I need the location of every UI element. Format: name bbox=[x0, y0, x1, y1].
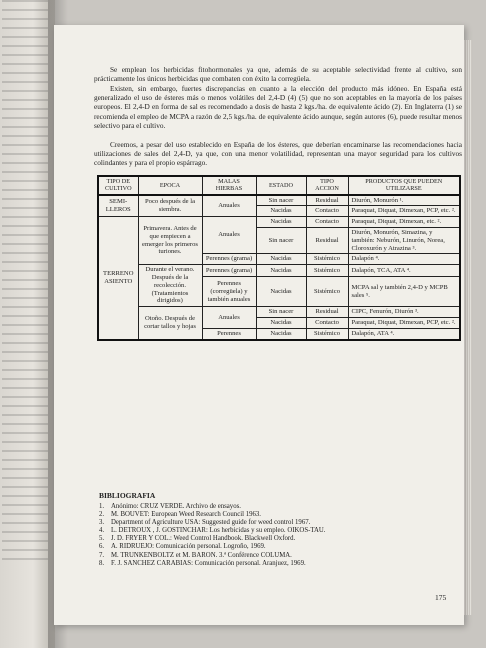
header-malas-hierbas: MALAS HIERBAS bbox=[202, 176, 256, 195]
list-item bbox=[99, 543, 459, 551]
cell-estado: Nacidas bbox=[256, 217, 306, 228]
cell-accion: Contacto bbox=[306, 217, 348, 228]
cell-productos: Diurón, Monurón ¹. bbox=[348, 195, 460, 206]
item-number: 5. bbox=[99, 535, 105, 543]
item-text: J. D. FRYER Y COL.: Weed Control Handbook. Blackwell Oxford. bbox=[111, 535, 296, 543]
cell-accion: Residual bbox=[306, 307, 348, 318]
table-row bbox=[98, 307, 460, 318]
cell-malas-hierbas: Perennes bbox=[202, 328, 256, 339]
cell-accion: Residual bbox=[306, 195, 348, 206]
cell-accion: Sistémico bbox=[306, 277, 348, 307]
facing-page bbox=[0, 0, 55, 648]
item-text: M. BOUVET: European Weed Research Council 1963. bbox=[111, 511, 261, 519]
cell-productos: Diurón, Monurón, Simazina, y también: Neburón, Linurón, Norea, Cloroxurón y Atrazina ³. bbox=[348, 227, 460, 253]
paragraph-3: Creemos, a pesar del uso establecido en España de los ésteres, que deberían encaminarse las recomendaciones hacia utilizaciones de sales del 2,4-D, ya que, con una menor volatilidad, representan una mayor seguridad para los cultivos colindantes y para el propio espárrago. bbox=[94, 140, 462, 168]
paragraph-1: Se emplean los herbicidas fitohormonales ya que, además de su aceptable selectividad frente al cultivo, son prácticamente los únicos herbicidas que combaten con éxito la corregüela. bbox=[94, 65, 462, 84]
cell-estado: Nacidas bbox=[256, 206, 306, 217]
cell-malas-hierbas: Anuales bbox=[202, 217, 256, 254]
cell-productos: MCPA sal y también 2,4-D y MCPB sales ⁵. bbox=[348, 277, 460, 307]
item-text: M. TRUNKENBOLTZ et M. BARON. 3.ª Conférence COLUMA. bbox=[111, 551, 292, 559]
list-item bbox=[99, 503, 459, 511]
item-text: L. DETROUX , J. GOSTINCHAR: Los herbicidas y su empleo. OIKOS-TAU. bbox=[111, 527, 326, 535]
cell-estado: Nacidas bbox=[256, 277, 306, 307]
cell-malas-hierbas: Perennes (corregüela) y también anuales bbox=[202, 277, 256, 307]
header-epoca: EPOCA bbox=[138, 176, 202, 195]
list-item bbox=[99, 519, 459, 527]
cell-estado: Nacidas bbox=[256, 328, 306, 339]
cell-epoca: Poco después de la siembra. bbox=[138, 195, 202, 217]
book-page bbox=[54, 25, 464, 625]
cell-productos: Paraquat, Diquat, Dimexan, PCP, etc. ². bbox=[348, 206, 460, 217]
item-text: Anónimo: CRUZ VERDE. Archivo de ensayos. bbox=[111, 503, 241, 510]
cell-epoca: Primavera. Antes de que empiecen a emerger los primeros turiones. bbox=[138, 217, 202, 265]
item-number: 6. bbox=[99, 543, 105, 551]
cell-accion: Sistémico bbox=[306, 328, 348, 339]
cell-productos: Paraquat, Diquat, Dimexan, PCP, etc. ². bbox=[348, 317, 460, 328]
list-item bbox=[99, 560, 459, 568]
list-item bbox=[99, 552, 459, 560]
paragraph-2: Existen, sin embargo, fuertes discrepancias en cuanto a la elección del producto más idóneo. En España está generalizado el uso de ésteres más o menos volátiles del 2,4-D (4) (5) que no son aceptables en la mayoría de los países europeos. El 2,4-D en forma de sal es recomendado a dosis de hasta 2 kgs./ha. de equivalente ácido (2). En Inglaterra (1) se recomienda el empleo de MCPA a razón de 2,5 kgs./ha. de equivalente ácido aunque, según autores (6), puede resultar menos selectivo para el cultivo. bbox=[94, 84, 462, 130]
table-row bbox=[98, 195, 460, 206]
cell-estado: Sin nacer bbox=[256, 227, 306, 253]
facing-page-text bbox=[2, 0, 48, 560]
item-text: F. J. SANCHEZ CARABIAS: Comunicación personal. Aranjuez, 1969. bbox=[111, 559, 306, 567]
list-item bbox=[99, 527, 459, 535]
table-row bbox=[98, 265, 460, 277]
cell-estado: Nacidas bbox=[256, 265, 306, 277]
cell-estado: Sin nacer bbox=[256, 307, 306, 318]
cell-accion: Sistémico bbox=[306, 265, 348, 277]
item-number: 1. bbox=[99, 503, 105, 510]
list-item bbox=[99, 511, 459, 519]
header-productos: PRODUCTOS QUE PUEDEN UTILIZARSE bbox=[348, 176, 460, 195]
cell-accion: Contacto bbox=[306, 206, 348, 217]
header-tipo-accion: TIPO ACCION bbox=[306, 176, 348, 195]
table-row bbox=[98, 217, 460, 228]
cell-malas-hierbas: Perennes (grama) bbox=[202, 254, 256, 265]
item-number: 4. bbox=[99, 527, 105, 535]
header-tipo-cultivo: TIPO DE CULTIVO bbox=[98, 176, 138, 195]
herbicide-table bbox=[97, 175, 461, 341]
page-number: 175 bbox=[435, 593, 447, 602]
cell-estado: Nacidas bbox=[256, 254, 306, 265]
bibliography-list bbox=[99, 503, 459, 568]
cell-productos: Paraquat, Diquat, Dimexan, etc. ². bbox=[348, 217, 460, 228]
cell-accion: Residual bbox=[306, 227, 348, 253]
cell-epoca: Durante el verano. Después de la recolección. (Tratamientos dirigidos) bbox=[138, 265, 202, 307]
cell-malas-hierbas: Anuales bbox=[202, 195, 256, 217]
cell-estado: Nacidas bbox=[256, 317, 306, 328]
cell-productos: Dalapón, ATA ⁴. bbox=[348, 328, 460, 339]
item-number: 2. bbox=[99, 511, 105, 519]
item-text: A. RIDRUEJO: Comunicación personal. Logroño, 1969. bbox=[111, 543, 266, 551]
item-text: Department of Agriculture USA: Suggested guide for weed control 1967. bbox=[111, 519, 311, 527]
cell-malas-hierbas: Anuales bbox=[202, 307, 256, 329]
table-header-row bbox=[98, 176, 460, 195]
cell-tipo-cultivo: SEMI-LLEROS bbox=[98, 195, 138, 217]
cell-productos: Dalapón ⁴. bbox=[348, 254, 460, 265]
cell-accion: Contacto bbox=[306, 317, 348, 328]
cell-productos: CIPC, Fenurón, Diurón ³. bbox=[348, 307, 460, 318]
cell-tipo-cultivo: TERRENO ASIENTO bbox=[98, 217, 138, 340]
item-number: 3. bbox=[99, 519, 105, 527]
cell-accion: Sistémico bbox=[306, 254, 348, 265]
bibliography-title: BIBLIOGRAFIA bbox=[99, 491, 156, 500]
list-item bbox=[99, 535, 459, 543]
cell-epoca: Otoño. Después de cortar tallos y hojas bbox=[138, 307, 202, 340]
cell-estado: Sin nacer bbox=[256, 195, 306, 206]
header-estado: ESTADO bbox=[256, 176, 306, 195]
cell-malas-hierbas: Perennes (grama) bbox=[202, 265, 256, 277]
item-number: 7. bbox=[99, 551, 105, 559]
item-number: 8. bbox=[99, 559, 105, 567]
cell-productos: Dalapón, TCA, ATA ⁴. bbox=[348, 265, 460, 277]
